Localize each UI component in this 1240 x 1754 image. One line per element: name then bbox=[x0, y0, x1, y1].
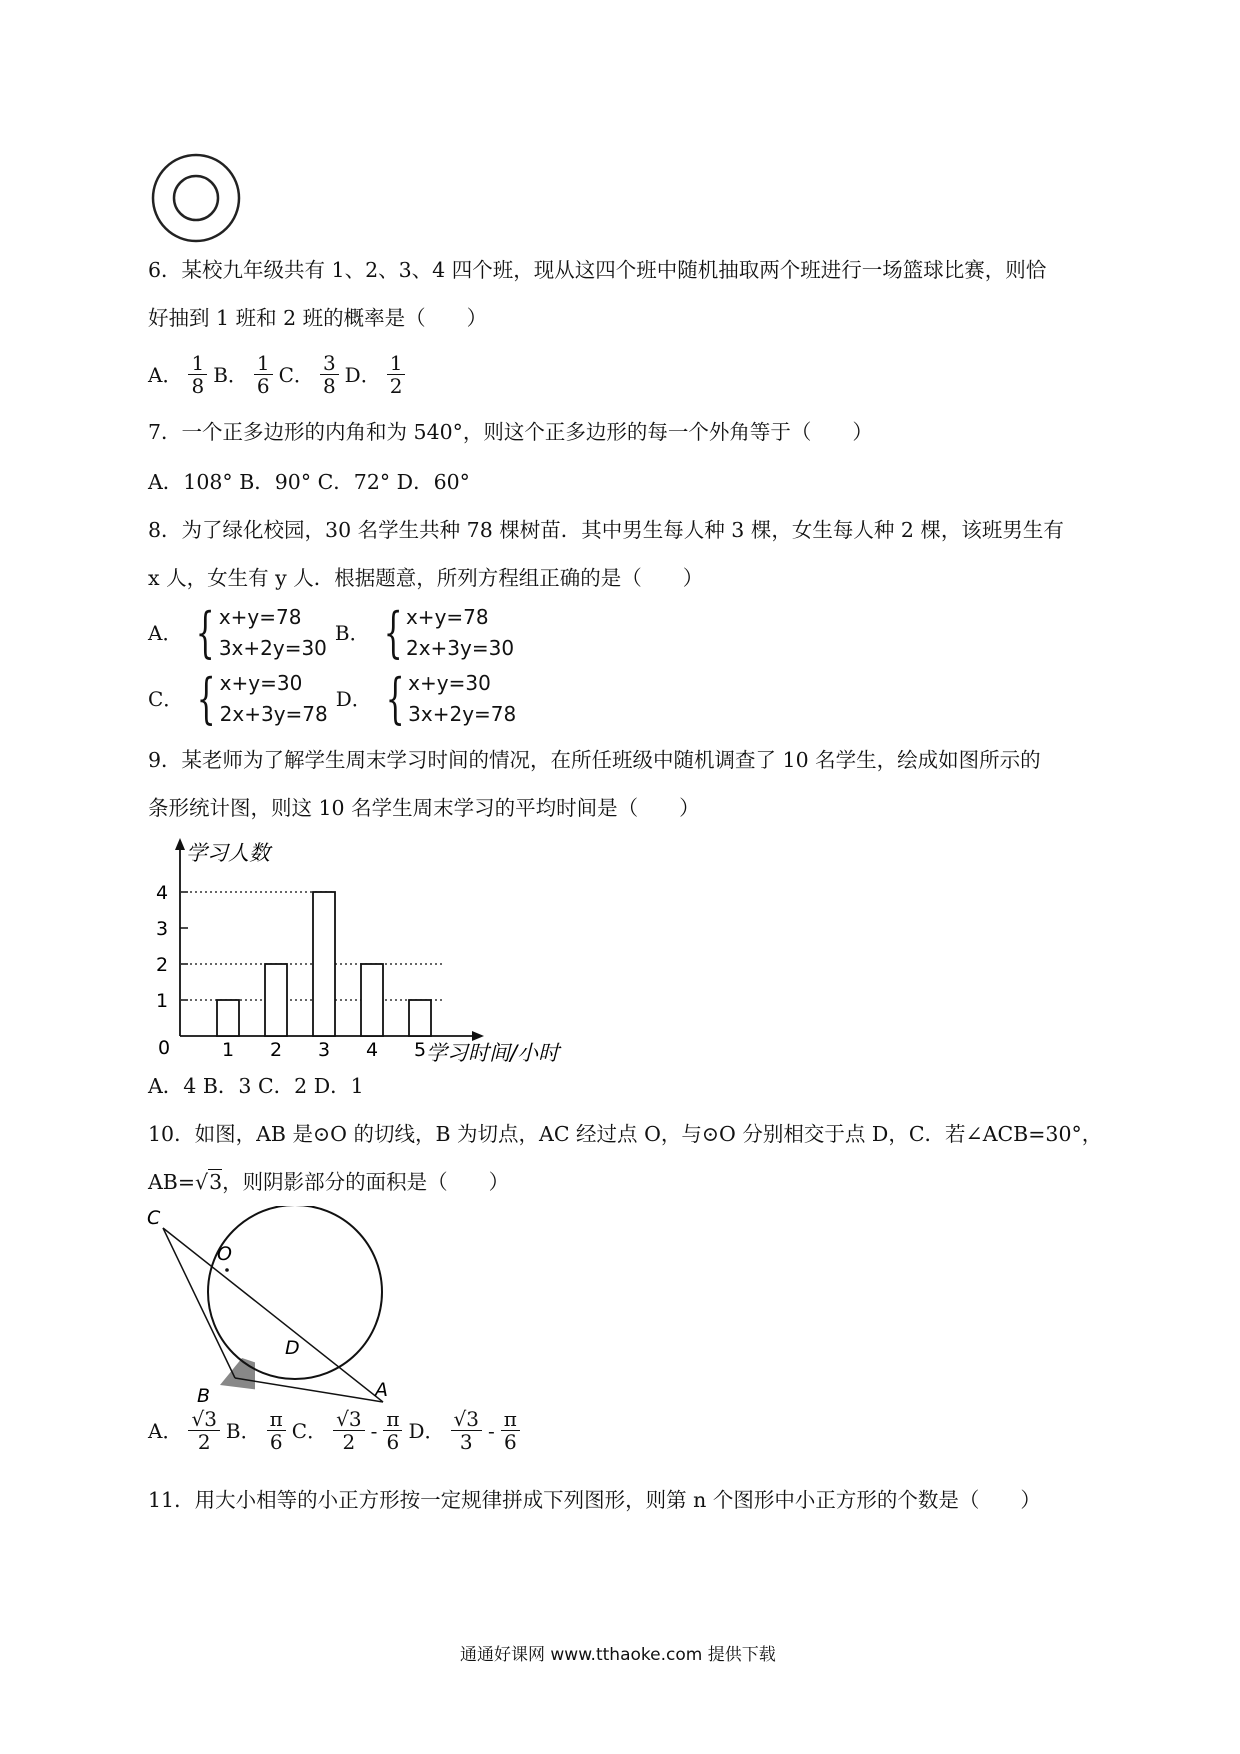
q11-line1: 11．用大小相等的小正方形按一定规律拼成下列图形，则第 n 个图形中小正方形的个数是（ ） bbox=[148, 1488, 1041, 1512]
x-tick-label: 5 bbox=[414, 1039, 427, 1061]
q8-opt-a-label: A． bbox=[148, 621, 183, 645]
bar-group bbox=[217, 892, 431, 1036]
q10-line2-post: ，则阴影部分的面积是（ ） bbox=[222, 1170, 510, 1194]
q6-opt-d-frac bbox=[387, 352, 406, 397]
q10-opt-c-frac2 bbox=[383, 1408, 402, 1453]
y-axis-label: 学习人数 bbox=[186, 841, 270, 865]
y-tick-label: 1 bbox=[156, 990, 169, 1012]
y-tick-group bbox=[156, 882, 188, 1012]
q8-line2: x 人，女生有 y 人．根据题意，所列方程组正确的是（ ） bbox=[148, 566, 704, 590]
q10-opt-d-num1: √3 bbox=[451, 1408, 482, 1431]
q10-opt-d-minus: - bbox=[488, 1418, 495, 1443]
ring-inner bbox=[174, 176, 218, 220]
q10-opt-d-frac1 bbox=[451, 1408, 482, 1453]
q8-opt-c-label: C． bbox=[148, 687, 184, 711]
q6-opt-a-num: 1 bbox=[188, 352, 207, 375]
x-tick-label: 3 bbox=[318, 1039, 331, 1061]
q6-opt-a-frac bbox=[188, 352, 207, 397]
brace-icon: { bbox=[196, 601, 216, 664]
q6-opt-d-den: 2 bbox=[389, 374, 403, 398]
y-tick-label: 3 bbox=[156, 918, 169, 940]
x-axis-label: 学习时间/小时 bbox=[426, 1041, 560, 1064]
origin-label: 0 bbox=[158, 1037, 171, 1059]
q10-opt-d-num2: π bbox=[501, 1408, 520, 1431]
y-tick-label: 4 bbox=[156, 882, 169, 904]
center-point bbox=[225, 1268, 229, 1272]
q6-opt-b-den: 6 bbox=[256, 374, 270, 398]
q10-opt-d-den1: 3 bbox=[459, 1430, 473, 1454]
q8-opt-b-system bbox=[376, 602, 514, 664]
q10-line2-pre: AB= bbox=[148, 1170, 196, 1194]
q8-opt-d-label: D． bbox=[335, 687, 372, 711]
q10-line2-radicand: 3 bbox=[209, 1170, 223, 1194]
geometry-figure bbox=[145, 1206, 390, 1412]
q10-opt-b-frac bbox=[267, 1408, 286, 1453]
x-tick-group bbox=[222, 1039, 426, 1061]
q10-line2 bbox=[148, 1170, 509, 1194]
x-axis-arrow-icon bbox=[472, 1031, 484, 1041]
q6-opt-b-label: B． bbox=[213, 362, 248, 387]
q8-opt-c-system bbox=[189, 668, 327, 730]
q8-opt-b-eq2: 2x+3y=30 bbox=[405, 636, 515, 660]
q8-opt-b-eq1: x+y=78 bbox=[405, 605, 489, 629]
q10-opt-d-label: D． bbox=[408, 1418, 445, 1443]
sqrt-icon: √ bbox=[195, 1170, 209, 1194]
bar-1 bbox=[217, 1000, 239, 1036]
q10-opt-a-frac bbox=[188, 1408, 219, 1453]
x-tick-label: 4 bbox=[366, 1039, 379, 1061]
q10-opt-c-den1: 2 bbox=[342, 1430, 356, 1454]
q10-opt-c-label: C． bbox=[291, 1418, 328, 1443]
q6-opt-b-num: 1 bbox=[254, 352, 273, 375]
q10-opt-b-label: B． bbox=[225, 1418, 261, 1443]
q8-opt-d-eq2: 3x+2y=78 bbox=[408, 702, 517, 726]
label-a: A bbox=[375, 1379, 388, 1401]
label-b: B bbox=[197, 1385, 211, 1407]
label-o: O bbox=[217, 1243, 232, 1265]
q8-opt-a-eq1: x+y=78 bbox=[218, 605, 302, 629]
q10-opt-c-frac1 bbox=[333, 1408, 364, 1453]
q10-opt-a-den: 2 bbox=[197, 1430, 211, 1454]
q10-opt-b-num: π bbox=[267, 1408, 286, 1431]
q6-line1: 6．某校九年级共有 1、2、3、4 四个班，现从这四个班中随机抽取两个班进行一场篮球比赛，则恰 bbox=[148, 258, 1047, 282]
x-tick-label: 2 bbox=[270, 1039, 283, 1061]
q10-opt-c-num2: π bbox=[383, 1408, 402, 1431]
q6-opt-b-frac bbox=[254, 352, 273, 397]
footer-text: 通通好课网 www.tthaoke.com 提供下载 bbox=[460, 1645, 776, 1665]
bar-4 bbox=[361, 964, 383, 1036]
q10-opt-d-frac2 bbox=[501, 1408, 520, 1453]
q8-opt-d-eq1: x+y=30 bbox=[408, 671, 491, 695]
q8-opt-c-eq2: 2x+3y=78 bbox=[219, 702, 328, 726]
q10-line1: 10．如图，AB 是⊙O 的切线，B 为切点，AC 经过点 O，与⊙O 分别相交于点 D，C．若∠ACB=30°， bbox=[148, 1122, 1103, 1146]
q10-opt-b-den: 6 bbox=[269, 1430, 283, 1454]
bar-5 bbox=[409, 1000, 431, 1036]
q10-opt-c-num1: √3 bbox=[333, 1408, 364, 1431]
q10-options bbox=[148, 1408, 526, 1453]
q6-opt-c-frac bbox=[320, 352, 339, 397]
q10-opt-a-label: A． bbox=[148, 1418, 183, 1443]
x-tick-label: 1 bbox=[222, 1039, 235, 1061]
q9-options: A．4 B．3 C．2 D．1 bbox=[148, 1074, 364, 1098]
q7-line1: 7．一个正多边形的内角和为 540°，则这个正多边形的每一个外角等于（ ） bbox=[148, 420, 873, 444]
q6-opt-c-den: 8 bbox=[322, 374, 336, 398]
segment-ba bbox=[235, 1378, 383, 1402]
q8-opt-a-eq2: 3x+2y=30 bbox=[218, 636, 327, 660]
q6-opt-a-den: 8 bbox=[191, 374, 205, 398]
q8-opt-d-system bbox=[378, 668, 516, 730]
y-axis-arrow-icon bbox=[175, 838, 185, 850]
bar-chart bbox=[150, 832, 570, 1064]
label-c: C bbox=[147, 1207, 161, 1229]
q10-opt-c-den2: 6 bbox=[386, 1430, 400, 1454]
q8-line1: 8．为了绿化校园，30 名学生共种 78 棵树苗．其中男生每人种 3 棵，女生每人种 2 棵，该班男生有 bbox=[148, 518, 1064, 542]
q8-opt-b-label: B． bbox=[334, 621, 370, 645]
ring-figure bbox=[148, 150, 244, 246]
ring-outer bbox=[153, 155, 239, 241]
q8-options-row2 bbox=[148, 668, 522, 730]
brace-icon: { bbox=[383, 601, 403, 664]
q9-line1: 9．某老师为了解学生周末学习时间的情况，在所任班级中随机调查了 10 名学生，绘成如图所示的 bbox=[148, 748, 1041, 772]
brace-icon: { bbox=[197, 667, 216, 730]
q6-opt-a-label: A． bbox=[148, 362, 183, 387]
q8-opt-a-system bbox=[188, 602, 326, 664]
q6-opt-c-label: C． bbox=[278, 362, 314, 387]
q10-opt-a-num: √3 bbox=[188, 1408, 219, 1431]
q8-options-row1 bbox=[148, 602, 520, 664]
q9-line2: 条形统计图，则这 10 名学生周末学习的平均时间是（ ） bbox=[148, 796, 700, 820]
q6-opt-d-label: D． bbox=[344, 362, 381, 387]
brace-icon: { bbox=[385, 667, 405, 730]
q8-opt-c-eq1: x+y=30 bbox=[219, 671, 303, 695]
q10-opt-c-minus: - bbox=[370, 1418, 378, 1443]
bar-3 bbox=[313, 892, 335, 1036]
q6-opt-d-num: 1 bbox=[387, 352, 406, 375]
q7-options: A．108° B．90° C．72° D．60° bbox=[148, 470, 470, 494]
bar-2 bbox=[265, 964, 287, 1036]
q10-opt-d-den2: 6 bbox=[503, 1430, 517, 1454]
y-tick-label: 2 bbox=[156, 954, 169, 976]
q6-line2: 好抽到 1 班和 2 班的概率是（ ） bbox=[148, 306, 488, 330]
q6-opt-c-num: 3 bbox=[320, 352, 339, 375]
q6-options bbox=[148, 352, 411, 397]
label-d: D bbox=[285, 1337, 300, 1359]
